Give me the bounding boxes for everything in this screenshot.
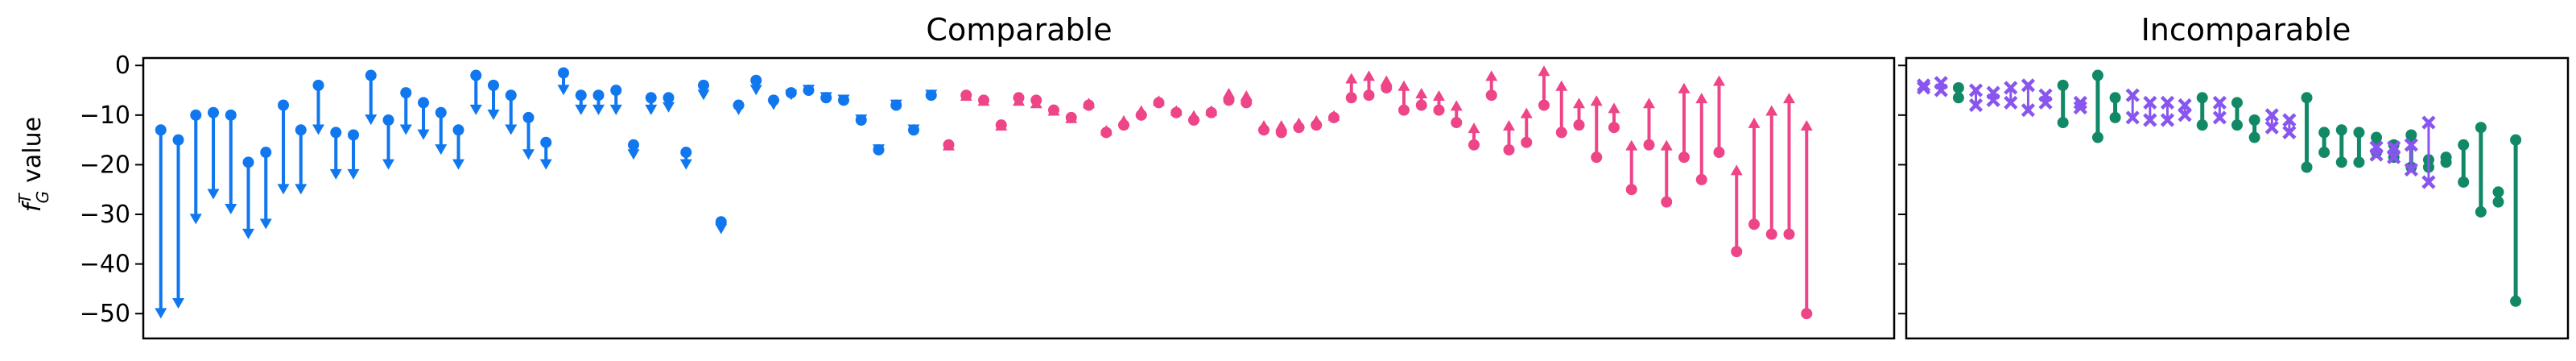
increase-arrow-head bbox=[1415, 88, 1427, 98]
increase-arrow-head bbox=[1223, 88, 1235, 98]
decrease-arrow-head bbox=[348, 169, 360, 180]
y-axis-label-main: f bbox=[19, 203, 47, 213]
green-range-top bbox=[2353, 127, 2364, 138]
y-axis-label-sub: G bbox=[33, 190, 52, 204]
decrease-start-point bbox=[646, 92, 657, 103]
increase-start-point bbox=[1364, 89, 1375, 101]
decrease-arrow-head bbox=[208, 189, 220, 200]
increase-arrow-head bbox=[1713, 76, 1725, 86]
green-range-bottom bbox=[2458, 176, 2469, 188]
y-tick-label: −40 bbox=[79, 250, 130, 279]
chart-title-comparable: Comparable bbox=[926, 12, 1113, 48]
increase-arrow-head bbox=[1538, 65, 1550, 76]
green-range-top bbox=[2197, 92, 2208, 103]
increase-arrow-head bbox=[1451, 100, 1463, 110]
decrease-arrow-head bbox=[715, 224, 727, 234]
decrease-start-point bbox=[260, 147, 271, 158]
increase-start-point bbox=[1574, 119, 1585, 131]
increase-arrow-head bbox=[1468, 122, 1480, 133]
green-range-bottom bbox=[2510, 296, 2521, 307]
decrease-arrow-head bbox=[435, 144, 447, 155]
chart-title-incomparable: Incomparable bbox=[2140, 12, 2351, 48]
decrease-start-point bbox=[418, 97, 429, 108]
decrease-arrow-head bbox=[382, 160, 394, 170]
green-range-top bbox=[2092, 70, 2103, 81]
green-range-bottom bbox=[2110, 112, 2121, 123]
increase-arrow-head bbox=[1363, 70, 1375, 81]
decrease-start-point bbox=[383, 114, 394, 126]
decrease-arrow-head bbox=[558, 85, 570, 95]
decrease-arrow-head bbox=[488, 110, 500, 120]
increase-arrow-head bbox=[1625, 140, 1637, 151]
green-range-top bbox=[2475, 122, 2487, 133]
decrease-arrow-head bbox=[470, 105, 482, 115]
green-range-top bbox=[2110, 92, 2121, 103]
decrease-arrow-head bbox=[400, 124, 412, 135]
increase-arrow-head bbox=[1503, 120, 1515, 131]
increase-arrow-head bbox=[1433, 90, 1445, 101]
green-range-bottom bbox=[1953, 92, 1964, 103]
decrease-start-point bbox=[698, 80, 709, 91]
y-tick-label: −10 bbox=[79, 101, 130, 130]
decrease-arrow-head bbox=[645, 105, 657, 115]
y-tick-label: −20 bbox=[79, 151, 130, 180]
green-range-top bbox=[2231, 97, 2243, 108]
y-axis-label bbox=[15, 117, 52, 212]
increase-start-point bbox=[1644, 139, 1655, 151]
increase-arrow-head bbox=[1765, 106, 1777, 116]
increase-start-point bbox=[1696, 174, 1707, 185]
decrease-arrow-head bbox=[312, 124, 324, 135]
decrease-arrow-head bbox=[172, 298, 184, 309]
increase-arrow-head bbox=[1293, 118, 1305, 128]
increase-start-point bbox=[1608, 122, 1620, 133]
decrease-start-point bbox=[348, 129, 359, 140]
decrease-arrow-head bbox=[260, 218, 272, 229]
increase-start-point bbox=[1468, 139, 1480, 151]
decrease-arrow-head bbox=[610, 105, 622, 115]
decrease-arrow-head bbox=[680, 160, 692, 170]
decrease-start-point bbox=[313, 80, 324, 91]
decrease-start-point bbox=[750, 75, 762, 86]
decrease-start-point bbox=[400, 87, 411, 98]
y-tick-label: −50 bbox=[79, 300, 130, 329]
increase-arrow-head bbox=[1731, 164, 1743, 175]
increase-start-point bbox=[1731, 246, 1742, 257]
increase-start-point bbox=[1748, 218, 1760, 230]
green-range-bottom bbox=[2318, 147, 2330, 158]
decrease-arrow-head bbox=[575, 105, 587, 115]
increase-arrow-head bbox=[1695, 93, 1707, 103]
decrease-start-point bbox=[628, 139, 639, 151]
decrease-arrow-head bbox=[278, 184, 290, 194]
increase-arrow-head bbox=[1241, 90, 1253, 101]
green-range-top bbox=[2510, 135, 2521, 146]
decrease-arrow-head bbox=[505, 124, 517, 135]
increase-arrow-head bbox=[1275, 120, 1287, 131]
decrease-start-point bbox=[278, 100, 289, 111]
decrease-arrow-head bbox=[225, 204, 237, 214]
increase-arrow-head bbox=[1783, 93, 1795, 103]
decrease-arrow-head bbox=[190, 214, 202, 224]
decrease-arrow-head bbox=[540, 160, 552, 170]
increase-arrow-head bbox=[1258, 120, 1270, 131]
green-range-bottom bbox=[2353, 156, 2364, 168]
increase-arrow-head bbox=[1345, 73, 1357, 83]
decrease-start-point bbox=[173, 135, 184, 146]
decrease-start-point bbox=[155, 124, 167, 135]
increase-arrow-head bbox=[1591, 95, 1603, 106]
decrease-arrow-head bbox=[418, 130, 430, 140]
increase-arrow-head bbox=[1555, 81, 1567, 91]
decrease-start-point bbox=[663, 92, 675, 103]
green-range-bottom bbox=[2492, 197, 2504, 208]
decrease-start-point bbox=[593, 89, 605, 101]
increase-arrow-head bbox=[1311, 115, 1323, 126]
increase-start-point bbox=[1504, 144, 1515, 156]
decrease-start-point bbox=[576, 89, 587, 101]
decrease-arrow-head bbox=[330, 169, 342, 180]
increase-start-point bbox=[1398, 105, 1410, 116]
green-range-top bbox=[2336, 124, 2347, 135]
panel-incomparable bbox=[1918, 70, 2521, 307]
green-range-top bbox=[2492, 186, 2504, 197]
decrease-arrow-head bbox=[628, 149, 640, 160]
decrease-start-point bbox=[488, 80, 499, 91]
green-range-bottom bbox=[2475, 206, 2487, 218]
green-range-top bbox=[2058, 80, 2069, 91]
increase-arrow-head bbox=[1573, 98, 1585, 108]
green-range-bottom bbox=[2092, 132, 2103, 143]
y-tick-label: 0 bbox=[114, 52, 130, 81]
decrease-arrow-head bbox=[663, 102, 675, 113]
increase-start-point bbox=[1486, 89, 1497, 101]
increase-arrow-head bbox=[1608, 102, 1620, 113]
decrease-arrow-head bbox=[733, 105, 745, 115]
decrease-start-point bbox=[208, 107, 219, 118]
increase-start-point bbox=[1434, 105, 1445, 116]
green-range-bottom bbox=[2249, 132, 2260, 143]
green-range-bottom bbox=[2231, 119, 2243, 131]
decrease-start-point bbox=[470, 70, 481, 81]
decrease-start-point bbox=[523, 112, 535, 123]
decrease-arrow-head bbox=[365, 114, 377, 125]
increase-arrow-head bbox=[1135, 106, 1147, 116]
increase-start-point bbox=[1591, 151, 1602, 163]
decrease-start-point bbox=[295, 124, 307, 135]
green-range-bottom bbox=[2441, 156, 2452, 168]
increase-start-point bbox=[1556, 127, 1567, 138]
decrease-start-point bbox=[190, 110, 201, 121]
decrease-start-point bbox=[243, 156, 254, 168]
green-range-bottom bbox=[2197, 119, 2208, 131]
svg-text:fTGvalue bbox=[15, 117, 52, 212]
green-range-bottom bbox=[2058, 117, 2069, 128]
green-range-top bbox=[2458, 139, 2469, 151]
increase-start-point bbox=[1661, 197, 1672, 208]
decrease-arrow-head bbox=[592, 105, 605, 115]
increase-start-point bbox=[1416, 100, 1427, 111]
decrease-start-point bbox=[610, 85, 621, 96]
decrease-arrow-head bbox=[522, 149, 535, 160]
increase-start-point bbox=[1521, 137, 1532, 148]
decrease-start-point bbox=[680, 147, 691, 158]
green-range-top bbox=[2301, 92, 2313, 103]
decrease-start-point bbox=[540, 137, 551, 148]
green-range-bottom bbox=[2301, 162, 2313, 173]
increase-arrow-head bbox=[1801, 120, 1813, 131]
increase-arrow-head bbox=[1748, 118, 1761, 128]
increase-arrow-head bbox=[1521, 108, 1533, 118]
decrease-arrow-head bbox=[242, 229, 254, 239]
decrease-arrow-head bbox=[295, 184, 307, 194]
increase-arrow-head bbox=[1188, 110, 1200, 121]
increase-arrow-head bbox=[1118, 115, 1130, 126]
decrease-start-point bbox=[330, 127, 341, 138]
decrease-start-point bbox=[225, 110, 237, 121]
green-range-top bbox=[2249, 114, 2260, 126]
green-range-top bbox=[1953, 82, 1964, 93]
decrease-start-point bbox=[506, 89, 517, 101]
decrease-arrow-head bbox=[698, 89, 710, 100]
decrease-arrow-head bbox=[768, 100, 780, 110]
increase-arrow-head bbox=[1643, 98, 1655, 108]
increase-start-point bbox=[1784, 229, 1795, 240]
increase-start-point bbox=[1538, 100, 1550, 111]
increase-arrow-head bbox=[1381, 76, 1393, 86]
y-axis-label-rest: value bbox=[19, 116, 47, 183]
y-tick-label: −30 bbox=[79, 201, 130, 230]
decrease-arrow-head bbox=[750, 85, 762, 95]
increase-start-point bbox=[1766, 229, 1777, 240]
decrease-arrow-head bbox=[155, 308, 167, 318]
increase-arrow-head bbox=[1661, 140, 1673, 151]
increase-start-point bbox=[1626, 184, 1637, 195]
increase-start-point bbox=[1346, 92, 1357, 103]
green-range-top bbox=[2318, 127, 2330, 138]
panel-comparable bbox=[155, 65, 1813, 319]
increase-start-point bbox=[1801, 308, 1812, 319]
decrease-arrow-head bbox=[452, 160, 464, 170]
increase-arrow-head bbox=[1485, 70, 1497, 81]
decrease-start-point bbox=[453, 124, 464, 135]
increase-start-point bbox=[1451, 117, 1462, 128]
y-axis-label-sup: T bbox=[15, 193, 35, 204]
increase-arrow-head bbox=[1398, 81, 1410, 91]
decrease-start-point bbox=[365, 70, 377, 81]
decrease-start-point bbox=[436, 107, 447, 118]
decrease-start-point bbox=[558, 67, 569, 78]
green-range-bottom bbox=[2336, 156, 2347, 168]
increase-arrow-head bbox=[1678, 83, 1690, 93]
increase-start-point bbox=[1678, 151, 1690, 163]
increase-start-point bbox=[1714, 147, 1725, 158]
